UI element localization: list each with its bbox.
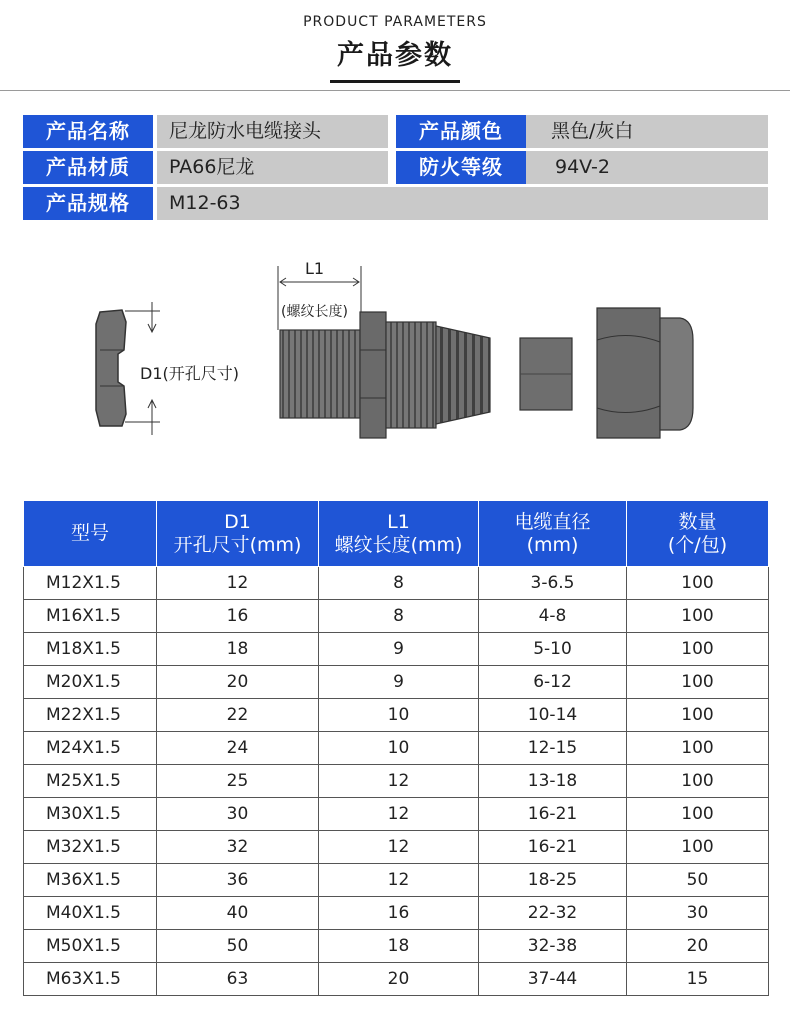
page-subtitle: PRODUCT PARAMETERS xyxy=(303,14,487,30)
table-row xyxy=(24,765,769,798)
spec-table-header xyxy=(24,501,769,567)
cell-d1: 24 xyxy=(157,732,319,765)
param-label-fire-rating: 防火等级 xyxy=(396,151,526,184)
cell-model: M30X1.5 xyxy=(24,798,157,831)
d1-label: D1(开孔尺寸) xyxy=(140,364,239,383)
cell-cable-diameter: 16-21 xyxy=(479,798,627,831)
cell-model: M40X1.5 xyxy=(24,897,157,930)
l1-label: L1 xyxy=(305,259,325,278)
header-divider xyxy=(0,90,790,91)
table-row xyxy=(24,963,769,996)
table-row xyxy=(24,798,769,831)
cell-model: M63X1.5 xyxy=(24,963,157,996)
product-params-panel xyxy=(23,115,768,223)
header-cable-diameter: 电缆直径 (mm) xyxy=(479,501,627,567)
cell-cable-diameter: 13-18 xyxy=(479,765,627,798)
cell-l1: 10 xyxy=(319,699,479,732)
table-row xyxy=(24,666,769,699)
cell-quantity: 100 xyxy=(627,831,769,864)
page-title: 产品参数 xyxy=(337,40,453,71)
cell-model: M36X1.5 xyxy=(24,864,157,897)
param-label-color: 产品颜色 xyxy=(396,115,526,148)
l1-dimension xyxy=(278,259,361,330)
table-row xyxy=(24,930,769,963)
table-row xyxy=(24,600,769,633)
param-label-name: 产品名称 xyxy=(23,115,153,148)
param-label-material: 产品材质 xyxy=(23,151,153,184)
cell-d1: 50 xyxy=(157,930,319,963)
cable-gland-diagram xyxy=(0,250,790,470)
cell-cable-diameter: 32-38 xyxy=(479,930,627,963)
spec-table xyxy=(23,500,769,996)
seal-insert-part xyxy=(520,338,572,410)
cell-l1: 20 xyxy=(319,963,479,996)
param-value-name: 尼龙防水电缆接头 xyxy=(169,120,322,142)
cell-d1: 36 xyxy=(157,864,319,897)
cell-d1: 63 xyxy=(157,963,319,996)
spec-table-body xyxy=(24,567,769,996)
cell-cable-diameter: 10-14 xyxy=(479,699,627,732)
cell-l1: 12 xyxy=(319,864,479,897)
cell-l1: 12 xyxy=(319,798,479,831)
gland-body-part xyxy=(280,312,490,438)
cell-d1: 32 xyxy=(157,831,319,864)
header-quantity: 数量 (个/包) xyxy=(627,501,769,567)
cell-model: M24X1.5 xyxy=(24,732,157,765)
cell-l1: 18 xyxy=(319,930,479,963)
param-row-spec xyxy=(23,187,768,220)
cell-quantity: 100 xyxy=(627,633,769,666)
table-row xyxy=(24,699,769,732)
param-value-spec: M12-63 xyxy=(169,192,241,214)
param-row-name xyxy=(23,115,768,148)
cell-quantity: 100 xyxy=(627,699,769,732)
d1-dimension xyxy=(125,302,239,435)
cell-d1: 16 xyxy=(157,600,319,633)
param-value-fire-rating: 94V-2 xyxy=(555,156,611,178)
cell-d1: 20 xyxy=(157,666,319,699)
header-l1: L1 螺纹长度(mm) xyxy=(319,501,479,567)
cell-model: M18X1.5 xyxy=(24,633,157,666)
cell-quantity: 15 xyxy=(627,963,769,996)
cell-cable-diameter: 37-44 xyxy=(479,963,627,996)
cell-model: M25X1.5 xyxy=(24,765,157,798)
cell-cable-diameter: 3-6.5 xyxy=(479,567,627,600)
cell-quantity: 100 xyxy=(627,567,769,600)
header-d1: D1 开孔尺寸(mm) xyxy=(157,501,319,567)
cell-model: M22X1.5 xyxy=(24,699,157,732)
cell-quantity: 20 xyxy=(627,930,769,963)
cell-model: M50X1.5 xyxy=(24,930,157,963)
cell-l1: 9 xyxy=(319,633,479,666)
cell-l1: 8 xyxy=(319,567,479,600)
cell-l1: 12 xyxy=(319,831,479,864)
cell-cable-diameter: 18-25 xyxy=(479,864,627,897)
cell-cable-diameter: 6-12 xyxy=(479,666,627,699)
page-header xyxy=(0,0,790,96)
cell-l1: 10 xyxy=(319,732,479,765)
cell-l1: 16 xyxy=(319,897,479,930)
cell-quantity: 100 xyxy=(627,600,769,633)
cell-model: M12X1.5 xyxy=(24,567,157,600)
cell-model: M32X1.5 xyxy=(24,831,157,864)
cell-d1: 30 xyxy=(157,798,319,831)
param-value-color: 黑色/灰白 xyxy=(551,120,634,142)
table-row xyxy=(24,864,769,897)
cell-quantity: 50 xyxy=(627,864,769,897)
cell-cable-diameter: 5-10 xyxy=(479,633,627,666)
cell-quantity: 100 xyxy=(627,798,769,831)
cap-nut-part xyxy=(597,308,693,438)
table-row xyxy=(24,831,769,864)
cell-quantity: 100 xyxy=(627,765,769,798)
cell-quantity: 100 xyxy=(627,732,769,765)
cell-d1: 22 xyxy=(157,699,319,732)
cell-d1: 40 xyxy=(157,897,319,930)
l1-desc: (螺纹长度) xyxy=(281,304,348,320)
cell-cable-diameter: 4-8 xyxy=(479,600,627,633)
cell-d1: 12 xyxy=(157,567,319,600)
cell-cable-diameter: 12-15 xyxy=(479,732,627,765)
cell-d1: 25 xyxy=(157,765,319,798)
cell-quantity: 100 xyxy=(627,666,769,699)
cell-cable-diameter: 16-21 xyxy=(479,831,627,864)
cell-model: M16X1.5 xyxy=(24,600,157,633)
cell-quantity: 30 xyxy=(627,897,769,930)
header-model: 型号 xyxy=(24,501,157,567)
param-label-spec: 产品规格 xyxy=(23,187,153,220)
title-underline xyxy=(330,80,460,83)
cell-l1: 8 xyxy=(319,600,479,633)
table-row xyxy=(24,897,769,930)
cell-l1: 9 xyxy=(319,666,479,699)
table-row xyxy=(24,567,769,600)
cell-model: M20X1.5 xyxy=(24,666,157,699)
param-value-material: PA66尼龙 xyxy=(169,156,255,178)
cell-cable-diameter: 22-32 xyxy=(479,897,627,930)
locknut-part xyxy=(96,310,126,426)
cell-d1: 18 xyxy=(157,633,319,666)
table-row xyxy=(24,732,769,765)
cell-l1: 12 xyxy=(319,765,479,798)
table-row xyxy=(24,633,769,666)
param-row-material xyxy=(23,151,768,184)
